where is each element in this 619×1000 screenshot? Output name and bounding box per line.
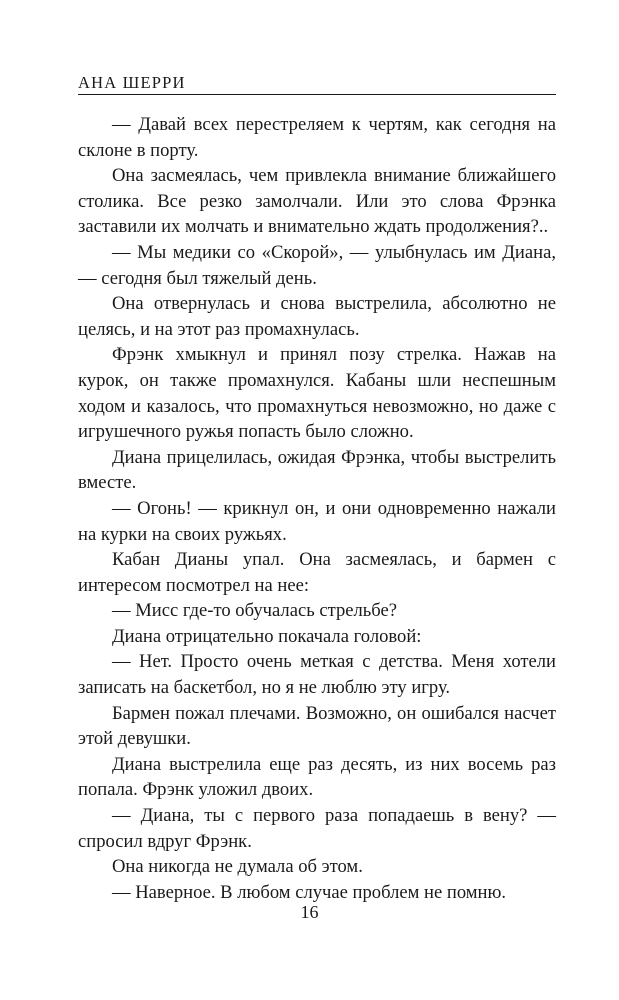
running-head-author: АНА ШЕРРИ [78,73,186,92]
paragraph: Диана прицелилась, ожидая Фрэнка, чтобы выстрелить вместе. [78,446,556,494]
paragraph: — Давай всех перестреляем к чертям, как сегодня на склоне в порту. [78,114,556,161]
header-rule [78,94,556,95]
body-text [78,112,556,905]
paragraph: Она никогда не думала об этом. [112,856,363,878]
paragraph: — Мисс где-то обучалась стрельбе? [112,600,397,622]
paragraph: Кабан Дианы упал. Она засмеялась, и бармен с интересом посмотрел на нее: [78,549,556,596]
paragraph: Фрэнк хмыкнул и принял позу стрелка. Нажав на курок, он также промахнулся. Кабаны шли неспешным ходом и казалось, что промахнуться невозможно, но даже с игрушечного ружья попасть было сложно. [78,344,556,443]
paragraph: — Мы медики со «Скорой», — улыбнулась им Диана, — сегодня был тяжелый день. [78,241,556,289]
paragraph: Она отвернулась и снова выстрелила, абсолютно не целясь, и на этот раз промахнулась. [78,293,556,340]
paragraph: — Нет. Просто очень меткая с детства. Меня хотели записать на баскетбол, но я не люблю эту игру. [78,651,556,699]
paragraph: Диана отрицательно покачала головой: [112,625,422,647]
paragraph: Бармен пожал плечами. Возможно, он ошибался насчет этой девушки. [78,702,556,750]
paragraph: — Наверное. В любом случае проблем не помню. [112,881,507,903]
paragraph: Она засмеялась, чем привлекла внимание ближайшего столика. Все резко замолчали. Или это слова Фрэнка заставили их молчать и внимательно ждать продолжения?.. [78,165,556,238]
paragraph: — Огонь! — крикнул он, и они одновременно нажали на курки на своих ружьях. [78,497,556,545]
paragraph: — Диана, ты с первого раза попадаешь в вену? — спросил вдруг Фрэнк. [78,805,556,852]
page-number: 16 [300,902,319,922]
paragraph: Диана выстрелила еще раз десять, из них восемь раз попала. Фрэнк уложил двоих. [78,753,556,801]
